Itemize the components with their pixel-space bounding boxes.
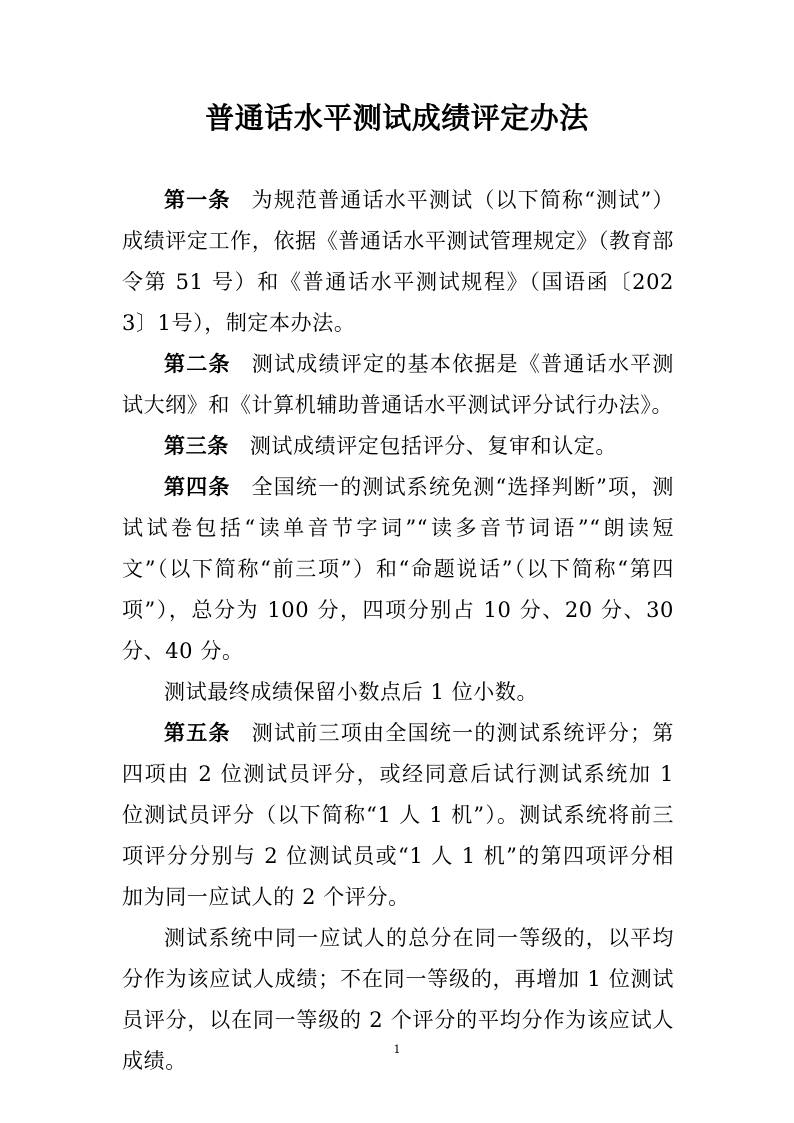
article-4-note-paragraph [122,672,674,713]
article-3-label: 第三条 [164,434,229,458]
article-2-text: 测试成绩评定的基本依据是《普通话水平测试大纲》和《计算机辅助普通话水平测试评分试行办法》。 [122,352,674,417]
article-5-text: 测试前三项由全国统一的测试系统评分；第四项由 2 位测试员评分，或经同意后试行测试系统加 1 位测试员评分（以下简称“1 人 1 机”）。测试系统将前三项评分分别与 2 位测试员或“1 人 1 机”的第四项评分相加为同一应试人的 2 个评分。 [122,721,674,909]
article-1-paragraph [122,180,674,344]
article-5-label: 第五条 [164,721,231,745]
article-3-text: 测试成绩评定包括评分、复审和认定。 [249,434,618,458]
article-1-text: 为规范普通话水平测试（以下简称“测试”）成绩评定工作，依据《普通话水平测试管理规定》（教育部令第 51 号）和《普通话水平测试规程》（国语函〔2023〕1号），制定本办法。 [122,188,674,335]
page-number: 1 [393,1043,401,1056]
article-1-label: 第一条 [164,188,231,212]
article-4-label: 第四条 [164,475,231,499]
article-2-label: 第二条 [164,352,231,376]
article-4-note-text: 测试最终成绩保留小数点后 1 位小数。 [164,680,539,704]
article-5-note-paragraph [122,918,674,1082]
article-4-paragraph [122,467,674,672]
article-3-paragraph [122,426,674,467]
article-2-paragraph [122,344,674,426]
article-5-note-text: 测试系统中同一应试人的总分在同一等级的，以平均分作为该应试人成绩；不在同一等级的，再增加 1 位测试员评分，以在同一等级的 2 个评分的平均分作为该应试人成绩。 [122,926,674,1073]
document-title: 普通话水平测试成绩评定办法 [205,101,589,135]
article-5-paragraph [122,713,674,918]
article-4-text: 全国统一的测试系统免测“选择判断”项，测试试卷包括“读单音节字词”“读多音节词语”“朗读短文”（以下简称“前三项”）和“命题说话”（以下简称“第四项”），总分为 100 分，四项分别占 10 分、20 分、30 分、40 分。 [122,475,674,663]
document-body [122,180,674,1082]
